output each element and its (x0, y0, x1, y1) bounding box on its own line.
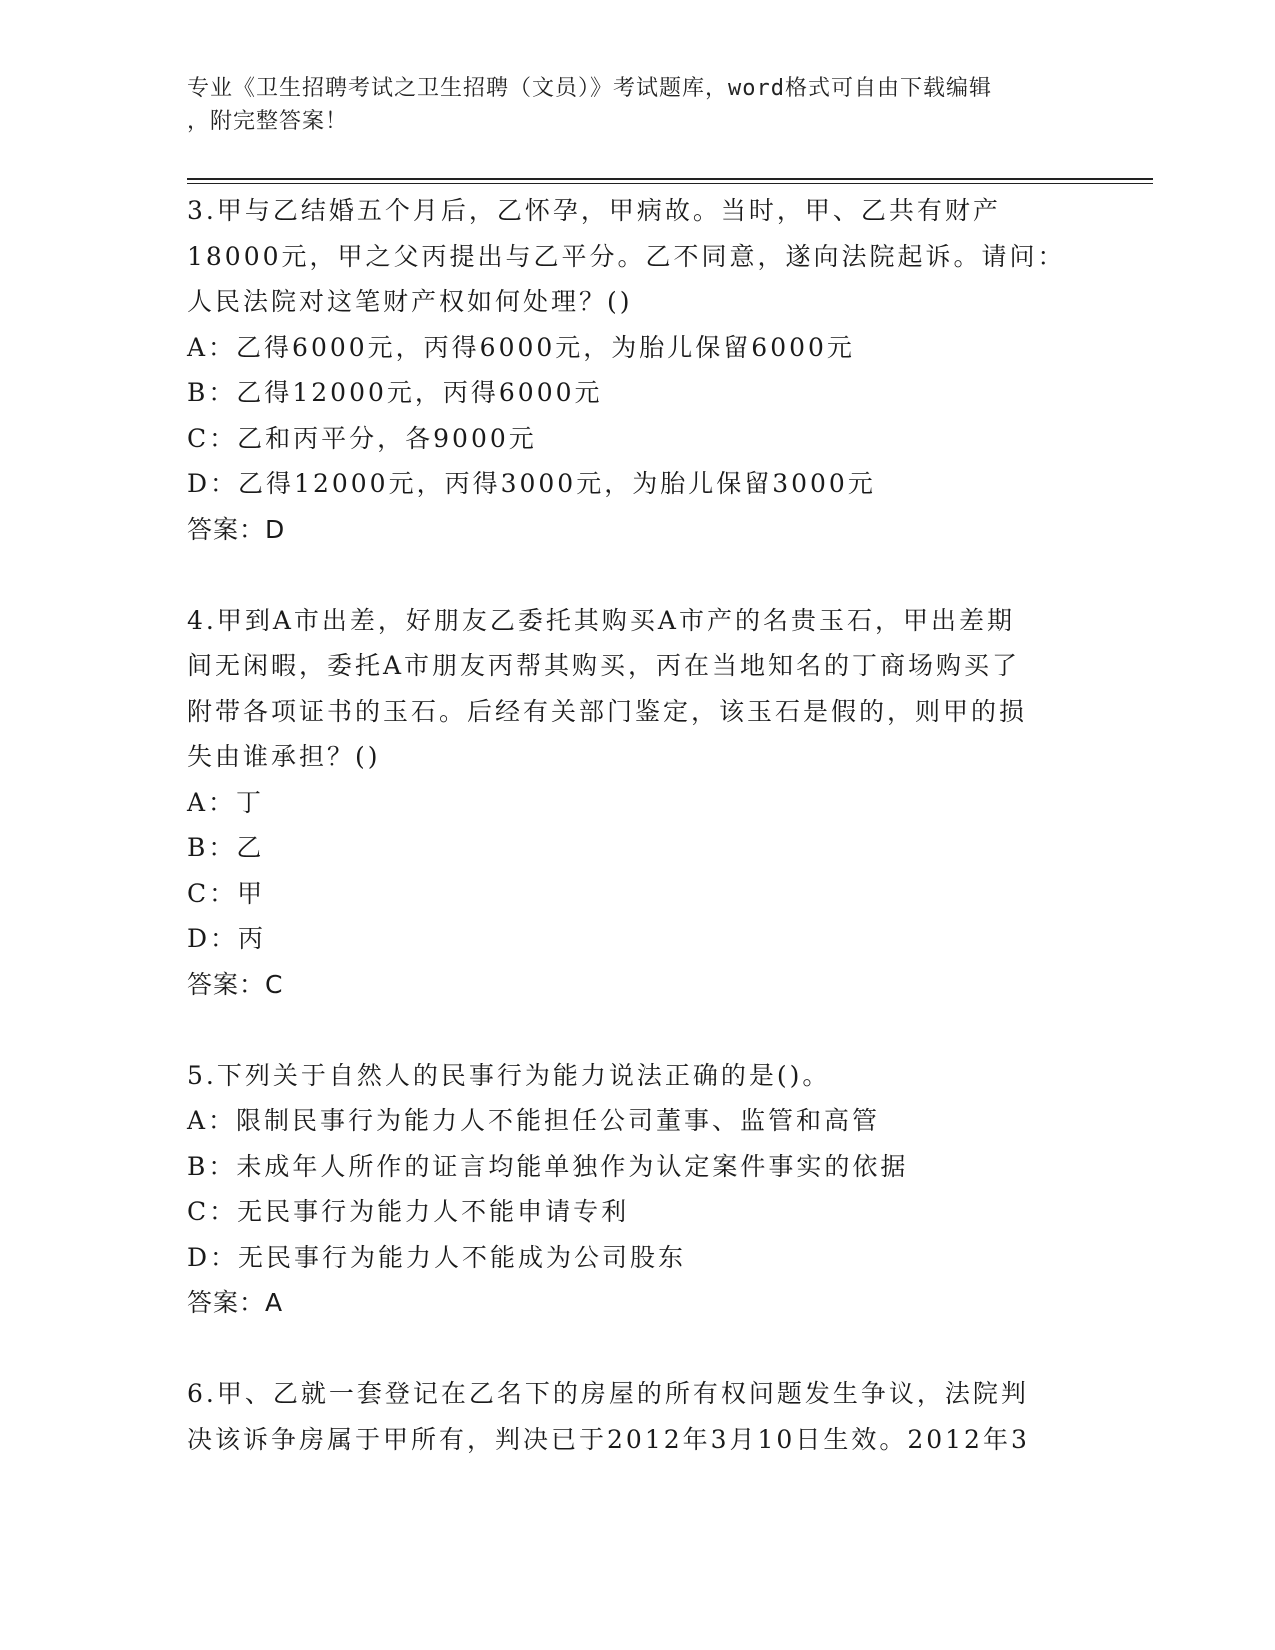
answer-label: 答案：D (187, 514, 286, 544)
header-line-1: 专业《卫生招聘考试之卫生招聘（文员）》考试题库，word格式可自由下载编辑 (187, 76, 992, 101)
document-header (187, 72, 1067, 138)
option-c: C：乙和丙平分，各9000元 (187, 423, 537, 453)
question-4 (187, 598, 1087, 1008)
option-a: A：限制民事行为能力人不能担任公司董事、监管和高管 (187, 1106, 881, 1135)
option-d: D：丙 (187, 924, 267, 953)
question-text-line: 间无闲暇，委托A市朋友丙帮其购买，丙在当地知名的丁商场购买了 (187, 651, 1021, 680)
question-text-line: 5.下列关于自然人的民事行为能力说法正确的是()。 (187, 1060, 831, 1090)
option-b: B：未成年人所作的证言均能单独作为认定案件事实的依据 (187, 1151, 909, 1181)
question-3 (187, 188, 1087, 552)
option-b: B：乙 (187, 833, 265, 862)
header-line-2: ，附完整答案！ (187, 109, 349, 134)
question-spacer (187, 552, 1087, 598)
question-text-line: 6.甲、乙就一套登记在乙名下的房屋的所有权问题发生争议，法院判 (187, 1379, 1029, 1408)
option-c: C：无民事行为能力人不能申请专利 (187, 1197, 630, 1226)
question-text-line: 4.甲到A市出差，好朋友乙委托其购买A市产的名贵玉石，甲出差期 (187, 605, 1015, 635)
question-text-line: 决该诉争房属于甲所有，判决已于2012年3月10日生效。2012年3 (187, 1424, 1030, 1454)
answer-label: 答案：A (187, 1288, 284, 1317)
question-5 (187, 1053, 1087, 1326)
header-divider-thick (187, 178, 1153, 180)
question-6 (187, 1371, 1087, 1462)
question-text-line: 失由谁承担？() (187, 742, 381, 771)
option-a: A：乙得6000元，丙得6000元，为胎儿保留6000元 (187, 332, 855, 362)
question-spacer (187, 1326, 1087, 1372)
question-text-line: 附带各项证书的玉石。后经有关部门鉴定，该玉石是假的，则甲的损 (187, 696, 1028, 726)
question-spacer (187, 1007, 1087, 1053)
option-c: C：甲 (187, 878, 266, 908)
option-d: D：乙得12000元，丙得3000元，为胎儿保留3000元 (187, 469, 876, 498)
answer-label: 答案：C (187, 969, 284, 999)
question-text-line: 3.甲与乙结婚五个月后，乙怀孕，甲病故。当时，甲、乙共有财产 (187, 196, 1001, 225)
question-text-line: 人民法院对这笔财产权如何处理？() (187, 287, 633, 316)
question-list (187, 188, 1087, 1462)
option-d: D：无民事行为能力人不能成为公司股东 (187, 1242, 687, 1272)
header-divider-thin (187, 183, 1153, 184)
option-a: A：丁 (187, 787, 265, 817)
question-text-line: 18000元，甲之父丙提出与乙平分。乙不同意，遂向法院起诉。请问： (187, 241, 1066, 271)
option-b: B：乙得12000元，丙得6000元 (187, 378, 603, 407)
